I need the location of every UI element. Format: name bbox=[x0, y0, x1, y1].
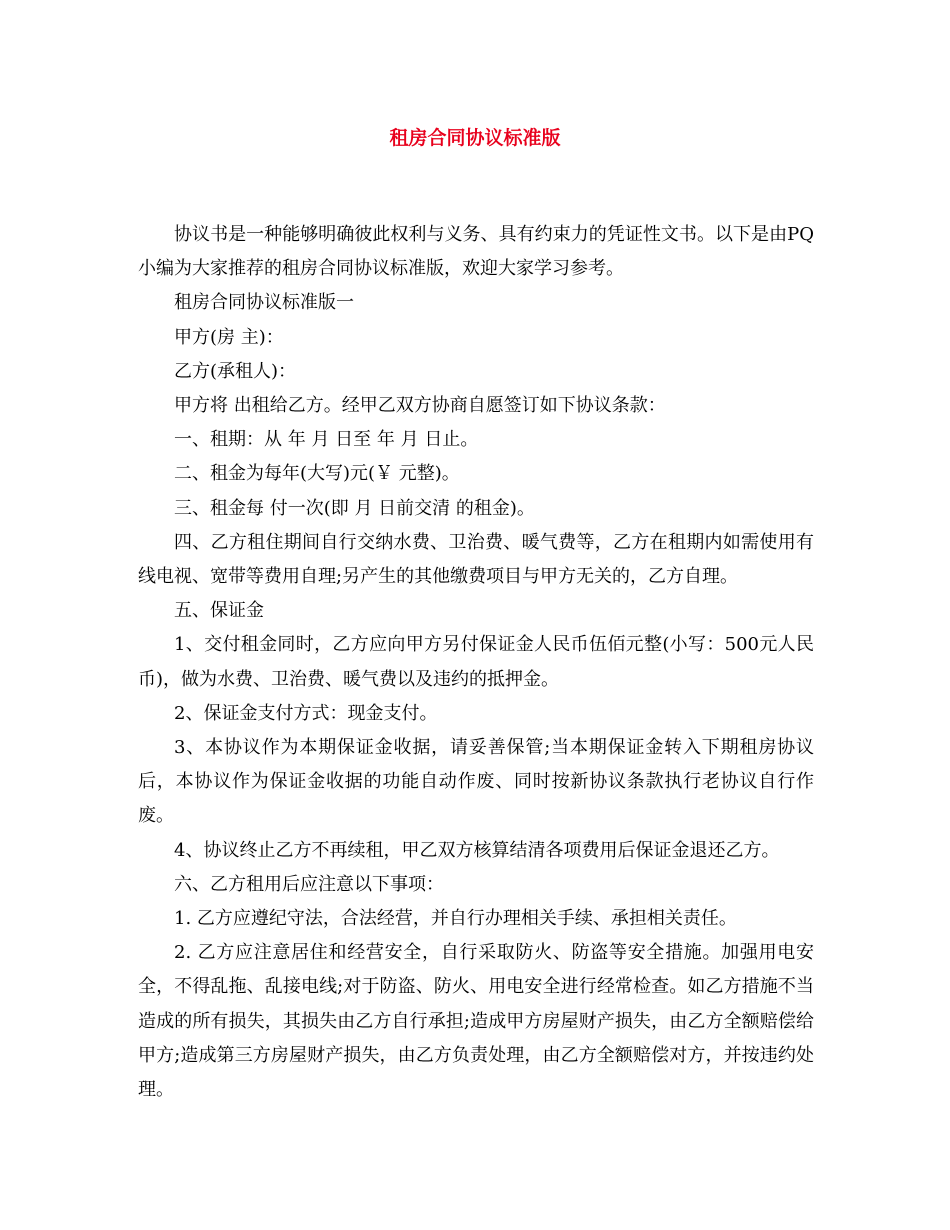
paragraph-clause-6-notes: 六、乙方租用后应注意以下事项： bbox=[174, 873, 444, 895]
paragraph-deposit-4: 4、协议终止乙方不再续租，甲乙双方核算结清各项费用后保证金退还乙方。 bbox=[174, 839, 780, 861]
paragraph-deposit-3: 3、本协议作为本期保证金收据，请妥善保管;当本期保证金转入下期租房协议后，本协议作为保证金收据的功能自动作废、同时按新协议条款执行老协议自行作废。 bbox=[138, 737, 814, 827]
paragraph-deposit-2: 2、保证金支付方式：现金支付。 bbox=[174, 702, 438, 724]
paragraph-deposit-1: 1、交付租金同时，乙方应向甲方另付保证金人民币伍佰元整(小写：500元人民币)，做为水费、卫治费、暖气费以及违约的抵押金。 bbox=[138, 634, 814, 690]
paragraph-section-heading: 租房合同协议标准版一 bbox=[174, 292, 354, 314]
paragraph-agreement-preamble: 甲方将 出租给乙方。经甲乙双方协商自愿签订如下协议条款： bbox=[174, 395, 666, 417]
paragraph-note-1: 1. 乙方应遵纪守法，合法经营，并自行办理相关手续、承担相关责任。 bbox=[174, 908, 737, 930]
paragraph-clause-3-payment: 三、租金每 付一次(即 月 日前交清 的租金)。 bbox=[174, 497, 535, 519]
paragraph-clause-2-rent: 二、租金为每年(大写)元(￥ 元整)。 bbox=[174, 463, 460, 485]
paragraph-note-2: 2. 乙方应注意居住和经营安全，自行采取防火、防盗等安全措施。加强用电安全，不得乱拖、乱接电线;对于防盗、防火、用电安全进行经常检查。如乙方措施不当造成的所有损失，其损失由乙方自行承担;造成甲方房屋财产损失，由乙方全额赔偿给甲方;造成第三方房屋财产损失，由乙方负责处理，由乙方全额赔偿对方，并按违约处理。 bbox=[138, 942, 814, 1101]
document-title: 租房合同协议标准版 bbox=[389, 127, 561, 149]
paragraph-clause-1-term: 一、租期：从 年 月 日至 年 月 日止。 bbox=[174, 429, 479, 451]
paragraph-clause-4-fees: 四、乙方租住期间自行交纳水费、卫治费、暖气费等，乙方在租期内如需使用有线电视、宽带等费用自理;另产生的其他缴费项目与甲方无关的，乙方自理。 bbox=[138, 531, 814, 588]
paragraph-party-a: 甲方(房 主)： bbox=[174, 326, 284, 348]
paragraph-clause-5-deposit: 五、保证金 bbox=[174, 600, 264, 622]
paragraph-intro: 协议书是一种能够明确彼此权利与义务、具有约束力的凭证性文书。以下是由PQ小编为大家推荐的租房合同协议标准版，欢迎大家学习参考。 bbox=[138, 224, 814, 280]
document-body bbox=[138, 218, 814, 1107]
paragraph-party-b: 乙方(承租人)： bbox=[174, 360, 297, 382]
